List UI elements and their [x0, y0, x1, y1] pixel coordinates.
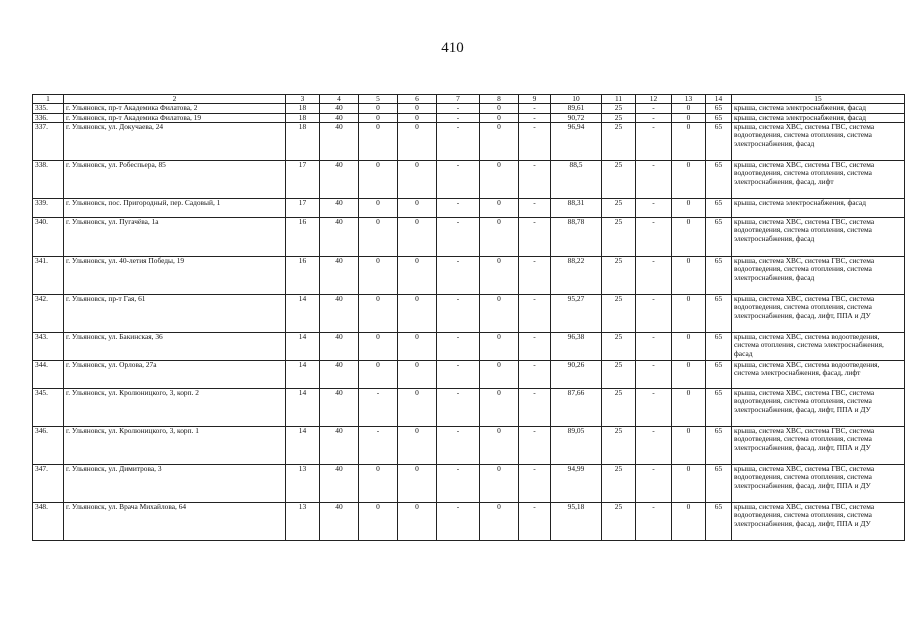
cell-works: крыша, система ХВС, система водоотведения, система отопления, система электроснабжения, фасад	[732, 333, 905, 361]
cell-c9: -	[519, 295, 551, 333]
cell-address: г. Ульяновск, ул. 40-летия Победы, 19	[64, 257, 286, 295]
cell-c13: 0	[672, 161, 706, 199]
cell-c4: 40	[320, 161, 359, 199]
cell-address: г. Ульяновск, ул. Бакинская, 36	[64, 333, 286, 361]
cell-c4: 40	[320, 113, 359, 122]
cell-c3: 14	[286, 361, 320, 389]
cell-c6: 0	[398, 389, 437, 427]
cell-no: 339.	[33, 199, 64, 218]
cell-c5: 0	[359, 123, 398, 161]
table-row	[33, 295, 905, 333]
cell-c3: 14	[286, 427, 320, 465]
cell-c12: -	[636, 333, 672, 361]
cell-c10: 94,99	[551, 465, 602, 503]
cell-c13: 0	[672, 113, 706, 122]
cell-c6: 0	[398, 218, 437, 257]
cell-c6: 0	[398, 123, 437, 161]
cell-c11: 25	[602, 161, 636, 199]
cell-c6: 0	[398, 427, 437, 465]
cell-c5: 0	[359, 199, 398, 218]
cell-address: г. Ульяновск, ул. Димитрова, 3	[64, 465, 286, 503]
cell-c13: 0	[672, 257, 706, 295]
cell-c7: -	[437, 123, 480, 161]
cell-address: г. Ульяновск, ул. Пугачёва, 1а	[64, 218, 286, 257]
cell-c14: 65	[706, 123, 732, 161]
column-header: 15	[732, 95, 905, 104]
cell-no: 336.	[33, 113, 64, 122]
cell-c6: 0	[398, 333, 437, 361]
cell-c14: 65	[706, 503, 732, 541]
cell-c10: 88,31	[551, 199, 602, 218]
column-header: 6	[398, 95, 437, 104]
cell-c10: 96,38	[551, 333, 602, 361]
cell-c7: -	[437, 465, 480, 503]
cell-c8: 0	[480, 199, 519, 218]
cell-no: 337.	[33, 123, 64, 161]
cell-c3: 17	[286, 161, 320, 199]
column-header: 1	[33, 95, 64, 104]
cell-c6: 0	[398, 104, 437, 113]
cell-c14: 65	[706, 295, 732, 333]
cell-c8: 0	[480, 295, 519, 333]
column-header: 14	[706, 95, 732, 104]
cell-c10: 96,94	[551, 123, 602, 161]
cell-no: 338.	[33, 161, 64, 199]
column-header: 13	[672, 95, 706, 104]
cell-c11: 25	[602, 113, 636, 122]
cell-c9: -	[519, 389, 551, 427]
cell-c4: 40	[320, 361, 359, 389]
cell-c6: 0	[398, 295, 437, 333]
cell-c8: 0	[480, 333, 519, 361]
cell-works: крыша, система ХВС, система водоотведения, система электроснабжения, фасад, лифт	[732, 361, 905, 389]
cell-c14: 65	[706, 257, 732, 295]
table-row	[33, 361, 905, 389]
cell-c12: -	[636, 361, 672, 389]
column-header: 12	[636, 95, 672, 104]
cell-c3: 13	[286, 503, 320, 541]
cell-c5: 0	[359, 218, 398, 257]
cell-c8: 0	[480, 389, 519, 427]
cell-c6: 0	[398, 113, 437, 122]
table-row	[33, 161, 905, 199]
cell-c14: 65	[706, 427, 732, 465]
cell-c6: 0	[398, 361, 437, 389]
cell-works: крыша, система ХВС, система ГВС, система водоотведения, система отопления, система электроснабжения, фасад, лифт	[732, 161, 905, 199]
table-row	[33, 427, 905, 465]
table-row	[33, 113, 905, 122]
cell-c9: -	[519, 503, 551, 541]
cell-no: 342.	[33, 295, 64, 333]
cell-c13: 0	[672, 199, 706, 218]
cell-c12: -	[636, 503, 672, 541]
cell-c14: 65	[706, 199, 732, 218]
cell-c11: 25	[602, 104, 636, 113]
cell-c6: 0	[398, 465, 437, 503]
cell-c13: 0	[672, 104, 706, 113]
cell-c11: 25	[602, 199, 636, 218]
cell-c3: 14	[286, 389, 320, 427]
cell-no: 335.	[33, 104, 64, 113]
cell-c7: -	[437, 295, 480, 333]
cell-c7: -	[437, 257, 480, 295]
cell-c11: 25	[602, 465, 636, 503]
cell-c12: -	[636, 295, 672, 333]
cell-c6: 0	[398, 161, 437, 199]
cell-c8: 0	[480, 361, 519, 389]
cell-no: 344.	[33, 361, 64, 389]
cell-c8: 0	[480, 503, 519, 541]
cell-c8: 0	[480, 465, 519, 503]
cell-address: г. Ульяновск, пр-т Гая, 61	[64, 295, 286, 333]
cell-c7: -	[437, 104, 480, 113]
cell-c11: 25	[602, 333, 636, 361]
cell-c8: 0	[480, 257, 519, 295]
cell-c7: -	[437, 389, 480, 427]
cell-works: крыша, система ХВС, система ГВС, система водоотведения, система отопления, система электроснабжения, фасад, лифт, ППА и ДУ	[732, 295, 905, 333]
cell-c11: 25	[602, 427, 636, 465]
cell-c11: 25	[602, 389, 636, 427]
cell-c7: -	[437, 218, 480, 257]
cell-c5: 0	[359, 333, 398, 361]
cell-c12: -	[636, 113, 672, 122]
column-header: 8	[480, 95, 519, 104]
cell-c10: 88,5	[551, 161, 602, 199]
cell-c4: 40	[320, 427, 359, 465]
cell-no: 346.	[33, 427, 64, 465]
cell-works: крыша, система ХВС, система ГВС, система водоотведения, система отопления, система электроснабжения, фасад	[732, 123, 905, 161]
cell-c3: 18	[286, 113, 320, 122]
cell-c12: -	[636, 389, 672, 427]
cell-c12: -	[636, 104, 672, 113]
cell-no: 341.	[33, 257, 64, 295]
cell-c6: 0	[398, 199, 437, 218]
cell-c10: 95,18	[551, 503, 602, 541]
cell-no: 348.	[33, 503, 64, 541]
cell-works: крыша, система электроснабжения, фасад	[732, 199, 905, 218]
cell-c3: 18	[286, 104, 320, 113]
cell-c14: 65	[706, 113, 732, 122]
cell-address: г. Ульяновск, ул. Докучаева, 24	[64, 123, 286, 161]
cell-c13: 0	[672, 123, 706, 161]
column-header: 11	[602, 95, 636, 104]
cell-c4: 40	[320, 295, 359, 333]
cell-c12: -	[636, 161, 672, 199]
table-row	[33, 123, 905, 161]
cell-c8: 0	[480, 427, 519, 465]
cell-address: г. Ульяновск, ул. Робеспьера, 85	[64, 161, 286, 199]
cell-address: г. Ульяновск, ул. Врача Михайлова, 64	[64, 503, 286, 541]
cell-c4: 40	[320, 465, 359, 503]
cell-address: г. Ульяновск, пр-т Академика Филатова, 19	[64, 113, 286, 122]
cell-c7: -	[437, 503, 480, 541]
cell-c7: -	[437, 427, 480, 465]
cell-c13: 0	[672, 218, 706, 257]
cell-c3: 14	[286, 333, 320, 361]
cell-c4: 40	[320, 123, 359, 161]
cell-c10: 90,72	[551, 113, 602, 122]
column-header: 9	[519, 95, 551, 104]
cell-no: 343.	[33, 333, 64, 361]
cell-address: г. Ульяновск, пр-т Академика Филатова, 2	[64, 104, 286, 113]
cell-c5: 0	[359, 257, 398, 295]
cell-c9: -	[519, 333, 551, 361]
table-row	[33, 218, 905, 257]
cell-c7: -	[437, 361, 480, 389]
cell-c11: 25	[602, 361, 636, 389]
cell-c9: -	[519, 257, 551, 295]
cell-c5: 0	[359, 104, 398, 113]
cell-c6: 0	[398, 503, 437, 541]
table-row	[33, 257, 905, 295]
cell-c9: -	[519, 465, 551, 503]
cell-c12: -	[636, 257, 672, 295]
cell-c13: 0	[672, 333, 706, 361]
cell-c12: -	[636, 218, 672, 257]
cell-c3: 17	[286, 199, 320, 218]
cell-works: крыша, система ХВС, система ГВС, система водоотведения, система отопления, система электроснабжения, фасад	[732, 218, 905, 257]
cell-c12: -	[636, 427, 672, 465]
cell-c7: -	[437, 161, 480, 199]
cell-works: крыша, система ХВС, система ГВС, система водоотведения, система отопления, система электроснабжения, фасад, лифт, ППА и ДУ	[732, 389, 905, 427]
cell-c3: 16	[286, 257, 320, 295]
cell-works: крыша, система ХВС, система ГВС, система водоотведения, система отопления, система электроснабжения, фасад, лифт, ППА и ДУ	[732, 465, 905, 503]
cell-c10: 88,22	[551, 257, 602, 295]
cell-works: крыша, система электроснабжения, фасад	[732, 104, 905, 113]
cell-c10: 89,05	[551, 427, 602, 465]
cell-c12: -	[636, 465, 672, 503]
cell-no: 345.	[33, 389, 64, 427]
cell-c14: 65	[706, 465, 732, 503]
cell-works: крыша, система ХВС, система ГВС, система водоотведения, система отопления, система электроснабжения, фасад, лифт, ППА и ДУ	[732, 427, 905, 465]
column-header: 2	[64, 95, 286, 104]
cell-c5: -	[359, 389, 398, 427]
cell-c7: -	[437, 113, 480, 122]
cell-c3: 13	[286, 465, 320, 503]
cell-c12: -	[636, 199, 672, 218]
cell-c9: -	[519, 218, 551, 257]
cell-c8: 0	[480, 161, 519, 199]
column-header: 7	[437, 95, 480, 104]
register-table	[32, 94, 905, 541]
cell-c5: 0	[359, 161, 398, 199]
cell-c11: 25	[602, 257, 636, 295]
cell-works: крыша, система ХВС, система ГВС, система водоотведения, система отопления, система электроснабжения, фасад	[732, 257, 905, 295]
cell-c9: -	[519, 199, 551, 218]
cell-c9: -	[519, 113, 551, 122]
cell-c9: -	[519, 161, 551, 199]
cell-c3: 18	[286, 123, 320, 161]
cell-c4: 40	[320, 199, 359, 218]
cell-c7: -	[437, 199, 480, 218]
cell-c5: 0	[359, 113, 398, 122]
cell-c4: 40	[320, 333, 359, 361]
cell-c12: -	[636, 123, 672, 161]
cell-c9: -	[519, 104, 551, 113]
cell-c10: 88,78	[551, 218, 602, 257]
cell-c14: 65	[706, 161, 732, 199]
cell-c10: 95,27	[551, 295, 602, 333]
cell-c8: 0	[480, 104, 519, 113]
cell-c10: 87,66	[551, 389, 602, 427]
cell-c7: -	[437, 333, 480, 361]
cell-c4: 40	[320, 503, 359, 541]
column-header: 10	[551, 95, 602, 104]
cell-c4: 40	[320, 257, 359, 295]
table-row	[33, 503, 905, 541]
cell-c8: 0	[480, 113, 519, 122]
cell-no: 347.	[33, 465, 64, 503]
column-header: 3	[286, 95, 320, 104]
cell-c14: 65	[706, 218, 732, 257]
cell-c5: -	[359, 427, 398, 465]
cell-works: крыша, система электроснабжения, фасад	[732, 113, 905, 122]
cell-c9: -	[519, 123, 551, 161]
cell-c4: 40	[320, 218, 359, 257]
cell-c13: 0	[672, 503, 706, 541]
cell-c13: 0	[672, 427, 706, 465]
cell-address: г. Ульяновск, ул. Кролюницкого, 3, корп. 2	[64, 389, 286, 427]
cell-c3: 14	[286, 295, 320, 333]
cell-c5: 0	[359, 465, 398, 503]
cell-address: г. Ульяновск, ул. Орлова, 27а	[64, 361, 286, 389]
cell-c9: -	[519, 361, 551, 389]
column-header: 5	[359, 95, 398, 104]
cell-c10: 90,26	[551, 361, 602, 389]
cell-address: г. Ульяновск, ул. Кролюницкого, 3, корп. 1	[64, 427, 286, 465]
cell-no: 340.	[33, 218, 64, 257]
cell-c13: 0	[672, 389, 706, 427]
cell-c13: 0	[672, 295, 706, 333]
cell-c6: 0	[398, 257, 437, 295]
cell-c14: 65	[706, 333, 732, 361]
cell-address: г. Ульяновск, пос. Пригородный, пер. Садовый, 1	[64, 199, 286, 218]
table-row	[33, 199, 905, 218]
cell-c4: 40	[320, 389, 359, 427]
table-row	[33, 104, 905, 113]
cell-c13: 0	[672, 361, 706, 389]
cell-c11: 25	[602, 218, 636, 257]
cell-c14: 65	[706, 361, 732, 389]
table-row	[33, 465, 905, 503]
cell-c9: -	[519, 427, 551, 465]
page-number: 410	[441, 40, 464, 56]
cell-c8: 0	[480, 123, 519, 161]
header-row	[33, 95, 905, 104]
cell-works: крыша, система ХВС, система ГВС, система водоотведения, система отопления, система электроснабжения, фасад, лифт, ППА и ДУ	[732, 503, 905, 541]
cell-c14: 65	[706, 104, 732, 113]
column-header: 4	[320, 95, 359, 104]
table-row	[33, 333, 905, 361]
cell-c11: 25	[602, 295, 636, 333]
cell-c8: 0	[480, 218, 519, 257]
cell-c10: 89,61	[551, 104, 602, 113]
cell-c3: 16	[286, 218, 320, 257]
cell-c14: 65	[706, 389, 732, 427]
cell-c5: 0	[359, 361, 398, 389]
cell-c11: 25	[602, 123, 636, 161]
cell-c5: 0	[359, 295, 398, 333]
table-row	[33, 389, 905, 427]
cell-c11: 25	[602, 503, 636, 541]
cell-c5: 0	[359, 503, 398, 541]
cell-c13: 0	[672, 465, 706, 503]
cell-c4: 40	[320, 104, 359, 113]
